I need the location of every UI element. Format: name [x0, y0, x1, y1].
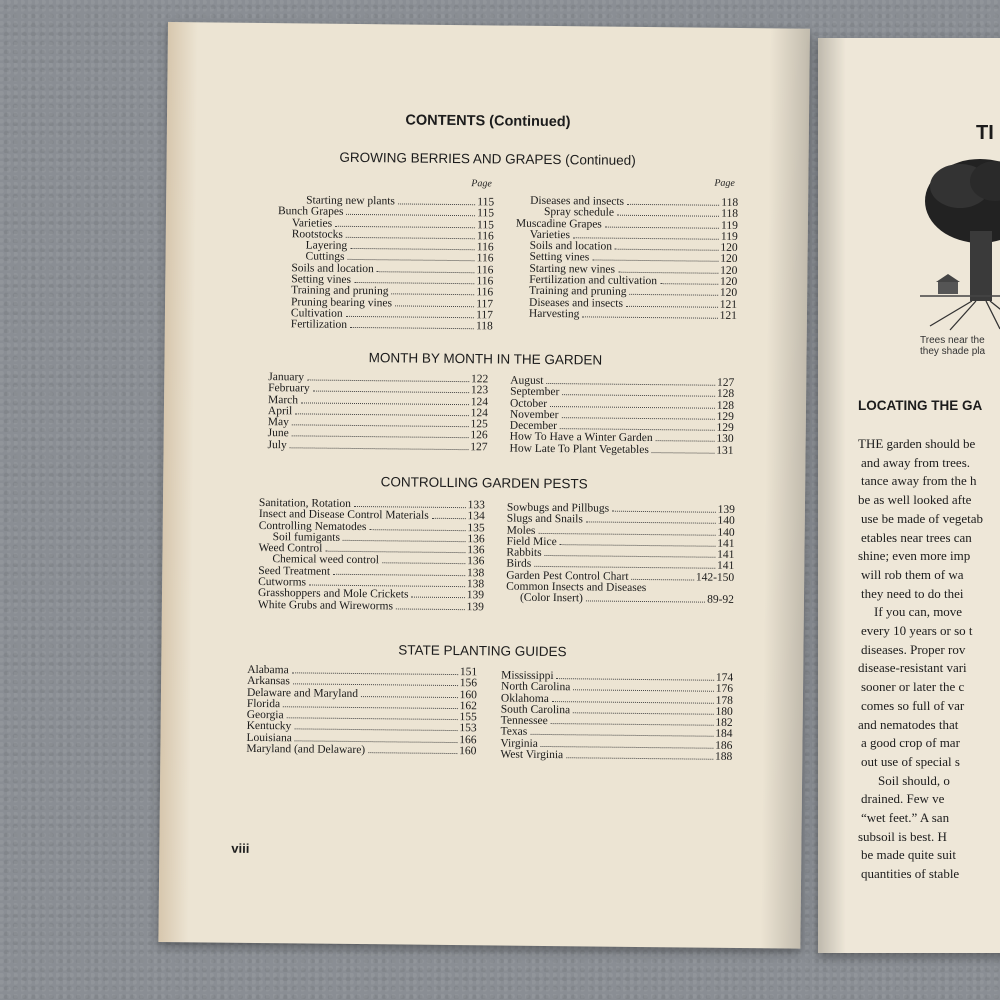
toc-entry-page: 124 — [470, 407, 488, 420]
leader-dots — [618, 272, 718, 274]
toc-entry-page: 134 — [467, 510, 485, 523]
toc-entry-page: 120 — [720, 264, 738, 277]
toc-entry-label: Harvesting — [528, 307, 580, 321]
leader-dots — [541, 746, 713, 749]
toc-entry-page: 136 — [467, 544, 485, 557]
toc-entry-label: Common Insects and Diseases — [506, 580, 647, 595]
toc-entry-page: 136 — [467, 533, 485, 546]
toc-entry — [500, 750, 732, 764]
leader-dots — [561, 417, 714, 420]
toc-entry-page: 153 — [459, 722, 477, 735]
toc-column-right — [500, 671, 733, 764]
body-text-line: out use of special s — [861, 753, 960, 769]
body-text-line: and nematodes that — [858, 716, 959, 732]
leader-dots — [566, 757, 713, 760]
page-column-label: Page — [471, 178, 492, 190]
leader-dots — [632, 579, 694, 581]
toc-entry-page: 127 — [716, 376, 735, 389]
toc-entry-label: February — [268, 382, 310, 395]
toc-entry-page: 131 — [716, 444, 734, 457]
toc-entry — [509, 443, 733, 457]
toc-entry-page: 142-150 — [695, 571, 735, 584]
toc-entry-label: How Late To Plant Vegetables — [509, 442, 649, 456]
toc-entry-label: Moles — [506, 524, 536, 537]
leader-dots — [293, 684, 458, 687]
toc-entry-page: 125 — [470, 418, 488, 431]
toc-entry-page: 151 — [459, 666, 478, 679]
toc-entry-page: 116 — [476, 286, 494, 299]
toc-entry-label: Diseases and insects — [530, 194, 625, 208]
toc-entry-page: 117 — [476, 297, 494, 311]
toc-entry-label: Insect and Disease Control Materials — [258, 508, 429, 523]
section-title-berries: GROWING BERRIES AND GRAPES (Continued) — [339, 149, 636, 168]
toc-entry-page: 138 — [466, 566, 485, 580]
toc-entry — [268, 440, 488, 454]
toc-entry-page: 160 — [459, 688, 478, 701]
toc-entry-page: 116 — [476, 252, 494, 265]
leader-dots — [432, 518, 466, 519]
leader-dots — [530, 734, 713, 737]
tree-illustration — [910, 146, 1000, 331]
leader-dots — [551, 723, 714, 726]
toc-entry-page: 138 — [466, 578, 485, 591]
figure-caption-line: Trees near the — [920, 335, 985, 346]
toc-entry-page: 184 — [715, 728, 733, 741]
leader-dots — [395, 305, 474, 307]
toc-entry-label: Kentucky — [246, 720, 292, 733]
leader-dots — [287, 717, 458, 720]
toc-entry-label: Spray schedule — [543, 206, 615, 219]
leader-dots — [347, 259, 474, 261]
toc-column-right — [515, 196, 738, 323]
leader-dots — [292, 672, 458, 675]
leader-dots — [573, 690, 713, 692]
body-text-line: shine; even more imp — [858, 548, 971, 564]
toc-entry-page: 115 — [477, 207, 495, 220]
figure-caption-line: they shade pla — [920, 346, 986, 357]
toc-entry-label: October — [509, 397, 548, 410]
section-heading: LOCATING THE GA — [858, 398, 983, 413]
toc-entry-page: 182 — [715, 716, 733, 730]
leader-dots — [545, 555, 716, 558]
toc-entry-label: Training and pruning — [529, 285, 627, 299]
toc-entry-label: Bunch Grapes — [277, 205, 344, 219]
leader-dots — [301, 402, 469, 405]
leader-dots — [627, 204, 719, 206]
leader-dots — [398, 203, 475, 205]
leader-dots — [586, 601, 705, 603]
toc-entry-page: 140 — [717, 526, 735, 539]
leader-dots — [361, 696, 458, 698]
toc-entry-label: (Color Insert) — [519, 592, 583, 605]
body-text-line: be as well looked afte — [858, 492, 972, 508]
toc-entry-label: Sowbugs and Pillbugs — [506, 501, 610, 515]
toc-entry-page: 128 — [716, 388, 735, 401]
body-text-line: diseases. Proper rov — [861, 641, 966, 657]
toc-entry-page: 116 — [476, 264, 494, 277]
toc-entry-label: Layering — [305, 239, 348, 253]
toc-entry-label: Sanitation, Rotation — [258, 496, 352, 510]
toc-entry-label: West Virginia — [500, 748, 564, 762]
leader-dots — [313, 391, 469, 394]
leader-dots — [560, 544, 716, 547]
leader-dots — [335, 225, 475, 227]
chapter-title-fragment: TI — [976, 122, 994, 144]
leader-dots — [615, 249, 718, 251]
toc-entry-label: Pruning bearing vines — [291, 295, 393, 310]
body-text-line: etables near trees can — [861, 529, 972, 545]
toc-entry-label: Delaware and Maryland — [246, 686, 359, 700]
toc-entry-page: 89-92 — [707, 594, 735, 607]
toc-entry — [246, 744, 476, 758]
toc-entry-label: November — [509, 408, 559, 422]
leader-dots — [295, 413, 468, 416]
section-title-pests: CONTROLLING GARDEN PESTS — [380, 474, 588, 492]
leader-dots — [411, 597, 464, 599]
page-number: viii — [231, 840, 250, 856]
toc-entry-page: 127 — [470, 440, 488, 454]
toc-entry-page: 118 — [475, 320, 493, 333]
toc-entry-label: Garden Pest Control Chart — [506, 569, 629, 583]
toc-entry-label: Soils and location — [291, 262, 374, 275]
toc-entry-label: January — [268, 371, 305, 384]
body-text-line: “wet feet.” A san — [861, 810, 950, 825]
leader-dots — [626, 305, 718, 307]
leader-dots — [350, 248, 475, 250]
toc-entry-label: Texas — [500, 726, 528, 739]
toc-entry-label: September — [510, 385, 560, 399]
leader-dots — [560, 428, 715, 431]
toc-entry-page: 121 — [719, 309, 738, 322]
toc-entry-page: 139 — [717, 503, 735, 516]
toc-entry-label: How To Have a Winter Garden — [509, 431, 653, 445]
toc-entry-label: December — [509, 419, 558, 433]
leader-dots — [552, 701, 714, 704]
toc-entry-page: 155 — [459, 711, 477, 724]
toc-entry-label: Starting new vines — [529, 262, 616, 276]
toc-entry-page: 156 — [459, 677, 478, 690]
body-text-line: subsoil is best. H — [858, 828, 947, 844]
toc-entry-page: 186 — [715, 739, 733, 752]
leader-dots — [283, 706, 458, 709]
toc-entry-page: 133 — [467, 499, 486, 512]
leader-dots — [307, 379, 469, 382]
left-page — [158, 22, 810, 949]
body-text-line: THE garden should be — [858, 436, 976, 451]
leader-dots — [295, 740, 457, 743]
leader-dots — [346, 316, 474, 318]
toc-entry-page: 180 — [715, 705, 733, 718]
toc-entry-label: Tennessee — [500, 714, 548, 728]
toc-entry-page: 120 — [720, 241, 738, 255]
leader-dots — [592, 260, 718, 262]
toc-entry-page: 120 — [719, 275, 738, 289]
toc-column-right — [509, 376, 734, 457]
toc-entry — [277, 319, 493, 333]
toc-entry-label: South Carolina — [500, 703, 571, 717]
leader-dots — [346, 237, 475, 239]
toc-entry-page: 174 — [715, 671, 734, 684]
page-column-label: Page — [714, 177, 735, 189]
toc-entry-page: 188 — [715, 750, 733, 764]
body-text-line: a good crop of mar — [861, 735, 960, 751]
right-page — [818, 38, 1000, 953]
body-text-line: they need to do thei — [861, 585, 964, 601]
leader-dots — [294, 729, 457, 732]
toc-entry-page: 129 — [716, 421, 734, 435]
toc-entry-label: Training and pruning — [291, 284, 389, 298]
leader-dots — [333, 574, 465, 576]
toc-entry-label: North Carolina — [500, 680, 571, 694]
toc-entry-page: 178 — [715, 694, 733, 707]
toc-entry-page: 124 — [470, 395, 489, 408]
toc-entry-label: Muscadine Grapes — [515, 217, 602, 231]
leader-dots — [368, 752, 457, 754]
body-text-line: and away from trees. — [861, 454, 971, 470]
leader-dots — [612, 511, 716, 513]
toc-entry-page: 123 — [470, 384, 489, 397]
leader-dots — [660, 283, 718, 285]
section-title-states: STATE PLANTING GUIDES — [398, 642, 567, 660]
toc-entry-label: Diseases and insects — [529, 296, 624, 310]
leader-dots — [573, 237, 719, 240]
toc-entry-label: April — [267, 404, 293, 418]
toc-entry-label: Oklahoma — [500, 692, 549, 705]
toc-entry-label: Starting new plants — [306, 194, 395, 208]
leader-dots — [562, 394, 715, 397]
leader-dots — [656, 441, 715, 443]
toc-entry-label: Varieties — [291, 216, 333, 230]
toc-entry-page: 141 — [717, 560, 735, 573]
leader-dots — [550, 406, 715, 409]
leader-dots — [292, 425, 469, 428]
toc-entry-label: Cultivation — [290, 307, 343, 320]
toc-entry-label: Arkansas — [247, 675, 290, 688]
toc-entry-label: Varieties — [529, 228, 571, 242]
toc-entry-label: Fertilization — [290, 318, 348, 332]
toc-entry-page: 115 — [477, 218, 494, 232]
toc-entry-page: 166 — [459, 733, 477, 747]
leader-dots — [546, 383, 715, 386]
toc-entry-page: 117 — [476, 309, 494, 322]
toc-entry-label: Fertilization and cultivation — [529, 273, 658, 288]
toc-entry-page: 119 — [721, 219, 738, 232]
toc-column-right — [506, 503, 735, 607]
leader-dots — [557, 678, 714, 681]
toc-entry-page: 116 — [476, 241, 494, 254]
toc-entry — [506, 593, 734, 607]
toc-entry-page: 128 — [716, 399, 735, 412]
toc-entry-page: 141 — [717, 537, 735, 550]
toc-entry-page: 176 — [715, 683, 734, 696]
toc-entry-label: Chemical weed control — [272, 553, 380, 567]
toc-entry-page: 116 — [476, 275, 494, 288]
toc-entry-page: 139 — [466, 589, 485, 602]
toc-entry-label: Weed Control — [258, 542, 323, 555]
toc-entry-label: White Grubs and Wireworms — [257, 598, 394, 613]
toc-entry-label: Cutworms — [258, 576, 307, 589]
toc-entry-label: Setting vines — [529, 251, 590, 264]
toc-entry-page: 136 — [467, 555, 485, 568]
leader-dots — [586, 522, 716, 524]
toc-entry-label: Slugs and Snails — [506, 512, 583, 526]
toc-entry-label: Maryland (and Delaware) — [246, 742, 366, 757]
toc-entry-label: Rabbits — [506, 546, 542, 560]
body-text-line: Soil should, o — [878, 772, 950, 788]
toc-entry-label: Alabama — [247, 663, 289, 677]
toc-entry-page: 129 — [716, 410, 734, 423]
toc-column-left — [258, 498, 485, 613]
toc-entry-page: 162 — [459, 699, 477, 713]
body-text-line: be made quite suit — [861, 847, 956, 863]
toc-entry-label: June — [267, 427, 289, 440]
body-text-line: disease-resistant vari — [858, 660, 967, 676]
toc-entry-label: Soil fumigants — [272, 531, 341, 544]
leader-dots — [605, 226, 719, 228]
toc-entry — [515, 309, 737, 323]
toc-entry-label: Birds — [506, 558, 532, 571]
toc-entry-label: Seed Treatment — [258, 564, 331, 578]
leader-dots — [629, 294, 717, 296]
toc-entry-page: 140 — [717, 515, 735, 528]
toc-entry-page: 160 — [459, 745, 477, 758]
toc-entry-page: 130 — [716, 433, 734, 446]
toc-column-left — [277, 195, 494, 333]
body-text-line: drained. Few ve — [861, 791, 945, 807]
body-text-line: quantities of stable — [861, 866, 960, 882]
leader-dots — [538, 533, 715, 536]
leader-dots — [377, 271, 475, 273]
toc-entry-label: July — [267, 438, 287, 452]
leader-dots — [343, 540, 465, 542]
body-text-line: will rob them of wa — [861, 566, 964, 582]
toc-entry-label: Soils and location — [529, 239, 613, 253]
toc-entry-page: 139 — [466, 600, 484, 614]
body-text-line: comes so full of var — [861, 697, 965, 713]
body-text-line: every 10 years or so t — [861, 623, 973, 638]
leader-dots — [652, 452, 714, 454]
section-title-month: MONTH BY MONTH IN THE GARDEN — [368, 350, 603, 368]
toc-entry-label: Cuttings — [305, 250, 345, 264]
page-header: CONTENTS (Continued) — [405, 112, 571, 131]
toc-entry-label: Setting vines — [291, 273, 352, 287]
toc-entry-page: 121 — [719, 298, 738, 311]
toc-entry-page: 118 — [721, 208, 739, 221]
leader-dots — [534, 566, 715, 569]
leader-dots — [325, 551, 465, 553]
leader-dots — [346, 214, 475, 216]
toc-entry — [258, 600, 484, 614]
toc-entry-page: 116 — [476, 230, 494, 243]
toc-entry-page: 122 — [470, 373, 489, 386]
leader-dots — [290, 447, 469, 450]
body-text-line: If you can, move — [874, 604, 963, 620]
toc-entry-label: Grasshoppers and Mole Crickets — [257, 587, 409, 601]
toc-entry-page: 119 — [720, 230, 738, 243]
leader-dots — [617, 215, 719, 217]
leader-dots — [309, 585, 465, 588]
leader-dots — [382, 563, 465, 565]
leader-dots — [369, 529, 465, 531]
body-text-line: use be made of vegetab — [861, 510, 984, 526]
leader-dots — [396, 608, 465, 610]
leader-dots — [292, 436, 469, 439]
toc-entry-label: Florida — [246, 697, 281, 711]
leader-dots — [582, 316, 717, 318]
toc-entry-label: March — [267, 393, 299, 406]
toc-entry-page: 120 — [719, 287, 738, 300]
leader-dots — [391, 294, 474, 296]
leader-dots — [354, 282, 474, 284]
body-text-line: sooner or later the c — [861, 679, 965, 695]
toc-entry-page: 120 — [720, 253, 738, 266]
toc-entry-label: Mississippi — [501, 669, 554, 683]
toc-column-left — [246, 665, 477, 758]
toc-entry-page: 118 — [721, 196, 739, 209]
toc-entry-label: May — [267, 416, 289, 429]
leader-dots — [350, 327, 474, 329]
leader-dots — [354, 506, 466, 508]
toc-entry-label: Louisiana — [246, 731, 292, 745]
toc-entry-label: Controlling Nematodes — [258, 519, 367, 533]
toc-entry-page: 115 — [477, 196, 495, 209]
body-text-line: tance away from the h — [861, 473, 977, 489]
leader-dots — [573, 712, 713, 714]
toc-entry-page: 126 — [470, 429, 488, 442]
toc-entry-label: Georgia — [246, 709, 284, 722]
toc-entry-label: August — [510, 374, 544, 387]
toc-entry-label: Field Mice — [506, 535, 557, 548]
toc-column-left — [268, 372, 489, 453]
toc-entry-page: 135 — [467, 521, 485, 534]
toc-entry-label: Virginia — [500, 737, 538, 750]
toc-entry-label: Rootstocks — [291, 228, 343, 241]
toc-entry-page: 141 — [717, 548, 735, 562]
